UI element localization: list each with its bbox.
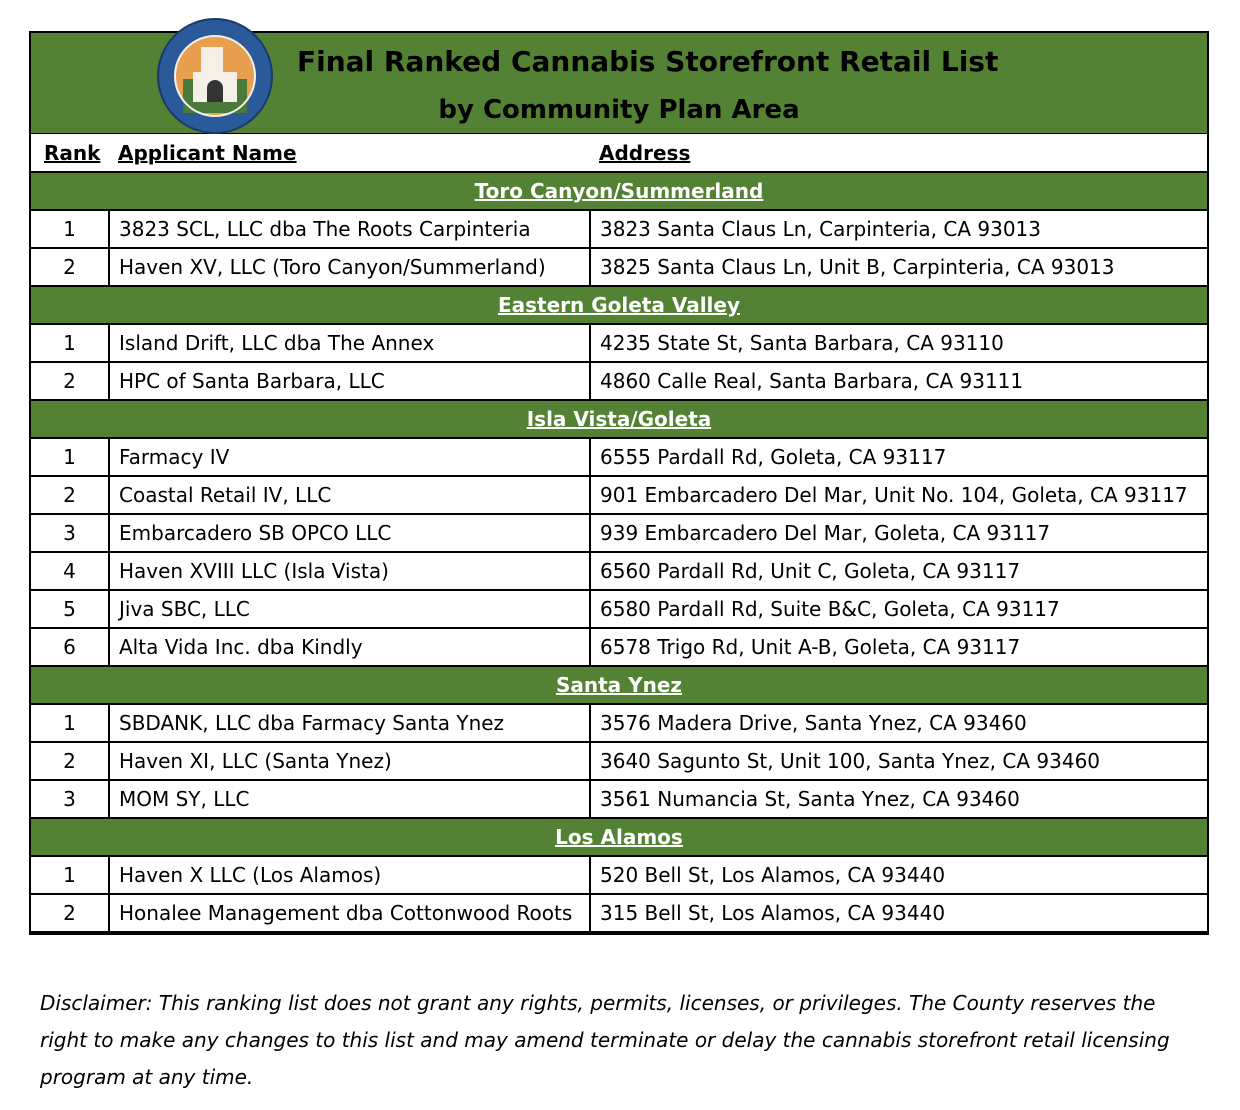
section-title: Santa Ynez: [31, 666, 1207, 704]
address-cell: 3825 Santa Claus Ln, Unit B, Carpinteria, CA 93013: [590, 248, 1207, 286]
address-cell: 4235 State St, Santa Barbara, CA 93110: [590, 324, 1207, 362]
column-header-name: Applicant Name: [118, 140, 297, 165]
document-subtitle: by Community Plan Area: [438, 95, 800, 125]
address-cell: 6555 Pardall Rd, Goleta, CA 93117: [590, 438, 1207, 476]
rank-cell: 1: [31, 438, 109, 476]
section-header-row: [31, 172, 1207, 210]
rank-cell: 3: [31, 780, 109, 818]
table-row: [31, 552, 1207, 590]
column-header-row: [31, 134, 1207, 172]
address-cell: 3823 Santa Claus Ln, Carpinteria, CA 93013: [590, 210, 1207, 248]
rank-cell: 4: [31, 552, 109, 590]
column-header-address: Address: [599, 140, 691, 165]
rank-cell: 2: [31, 742, 109, 780]
rank-cell: 1: [31, 324, 109, 362]
rank-cell: 1: [31, 210, 109, 248]
table-row: [31, 894, 1207, 932]
disclaimer-text: Disclaimer: This ranking list does not grant any rights, permits, licenses, or privileges. The County reserves the right to make any changes to this list and may amend terminate or delay the cannabis storefront retail licensing program at any time.: [40, 991, 1170, 1089]
applicant-name-cell: HPC of Santa Barbara, LLC: [109, 362, 590, 400]
rank-cell: 2: [31, 894, 109, 932]
rank-cell: 6: [31, 628, 109, 666]
table-row: [31, 476, 1207, 514]
applicant-name-cell: Haven XI, LLC (Santa Ynez): [109, 742, 590, 780]
section-header-row: [31, 666, 1207, 704]
applicant-name-cell: Coastal Retail IV, LLC: [109, 476, 590, 514]
rank-cell: 3: [31, 514, 109, 552]
table-row: [31, 248, 1207, 286]
section-title: Los Alamos: [31, 818, 1207, 856]
section-title: Isla Vista/Goleta: [31, 400, 1207, 438]
applicant-name-cell: Haven XVIII LLC (Isla Vista): [109, 552, 590, 590]
table-row: [31, 780, 1207, 818]
rank-cell: 5: [31, 590, 109, 628]
address-cell: 901 Embarcadero Del Mar, Unit No. 104, Goleta, CA 93117: [590, 476, 1207, 514]
table-row: [31, 590, 1207, 628]
applicant-name-cell: Honalee Management dba Cottonwood Roots: [109, 894, 590, 932]
table-row: [31, 362, 1207, 400]
section-header-row: [31, 400, 1207, 438]
rank-cell: 2: [31, 476, 109, 514]
applicant-name-cell: Island Drift, LLC dba The Annex: [109, 324, 590, 362]
applicant-name-cell: Embarcadero SB OPCO LLC: [109, 514, 590, 552]
section-header-row: [31, 286, 1207, 324]
ranked-list-document: [29, 31, 1209, 935]
address-cell: 520 Bell St, Los Alamos, CA 93440: [590, 856, 1207, 894]
address-cell: 6580 Pardall Rd, Suite B&C, Goleta, CA 93117: [590, 590, 1207, 628]
applicant-name-cell: MOM SY, LLC: [109, 780, 590, 818]
applicant-name-cell: Alta Vida Inc. dba Kindly: [109, 628, 590, 666]
rank-cell: 1: [31, 704, 109, 742]
table-row: [31, 628, 1207, 666]
rank-cell: 2: [31, 248, 109, 286]
rank-cell: 1: [31, 856, 109, 894]
column-header-rank: Rank: [44, 140, 101, 165]
applicant-name-cell: Haven XV, LLC (Toro Canyon/Summerland): [109, 248, 590, 286]
table-row: [31, 514, 1207, 552]
applicant-name-cell: Haven X LLC (Los Alamos): [109, 856, 590, 894]
table-row: [31, 742, 1207, 780]
address-cell: 3640 Sagunto St, Unit 100, Santa Ynez, CA 93460: [590, 742, 1207, 780]
address-cell: 4860 Calle Real, Santa Barbara, CA 93111: [590, 362, 1207, 400]
address-cell: 3576 Madera Drive, Santa Ynez, CA 93460: [590, 704, 1207, 742]
table-row: [31, 856, 1207, 894]
document-title: Final Ranked Cannabis Storefront Retail List: [297, 45, 999, 78]
applicant-name-cell: Farmacy IV: [109, 438, 590, 476]
address-cell: 3561 Numancia St, Santa Ynez, CA 93460: [590, 780, 1207, 818]
section-title: Toro Canyon/Summerland: [31, 172, 1207, 210]
table-row: [31, 704, 1207, 742]
applicant-name-cell: Jiva SBC, LLC: [109, 590, 590, 628]
address-cell: 6560 Pardall Rd, Unit C, Goleta, CA 93117: [590, 552, 1207, 590]
section-title: Eastern Goleta Valley: [31, 286, 1207, 324]
address-cell: 939 Embarcadero Del Mar, Goleta, CA 93117: [590, 514, 1207, 552]
header-banner: [31, 33, 1207, 134]
rank-cell: 2: [31, 362, 109, 400]
storefront-table: [31, 134, 1207, 933]
applicant-name-cell: SBDANK, LLC dba Farmacy Santa Ynez: [109, 704, 590, 742]
section-header-row: [31, 818, 1207, 856]
table-row: [31, 324, 1207, 362]
address-cell: 315 Bell St, Los Alamos, CA 93440: [590, 894, 1207, 932]
applicant-name-cell: 3823 SCL, LLC dba The Roots Carpinteria: [109, 210, 590, 248]
table-row: [31, 438, 1207, 476]
address-cell: 6578 Trigo Rd, Unit A-B, Goleta, CA 93117: [590, 628, 1207, 666]
table-row: [31, 210, 1207, 248]
